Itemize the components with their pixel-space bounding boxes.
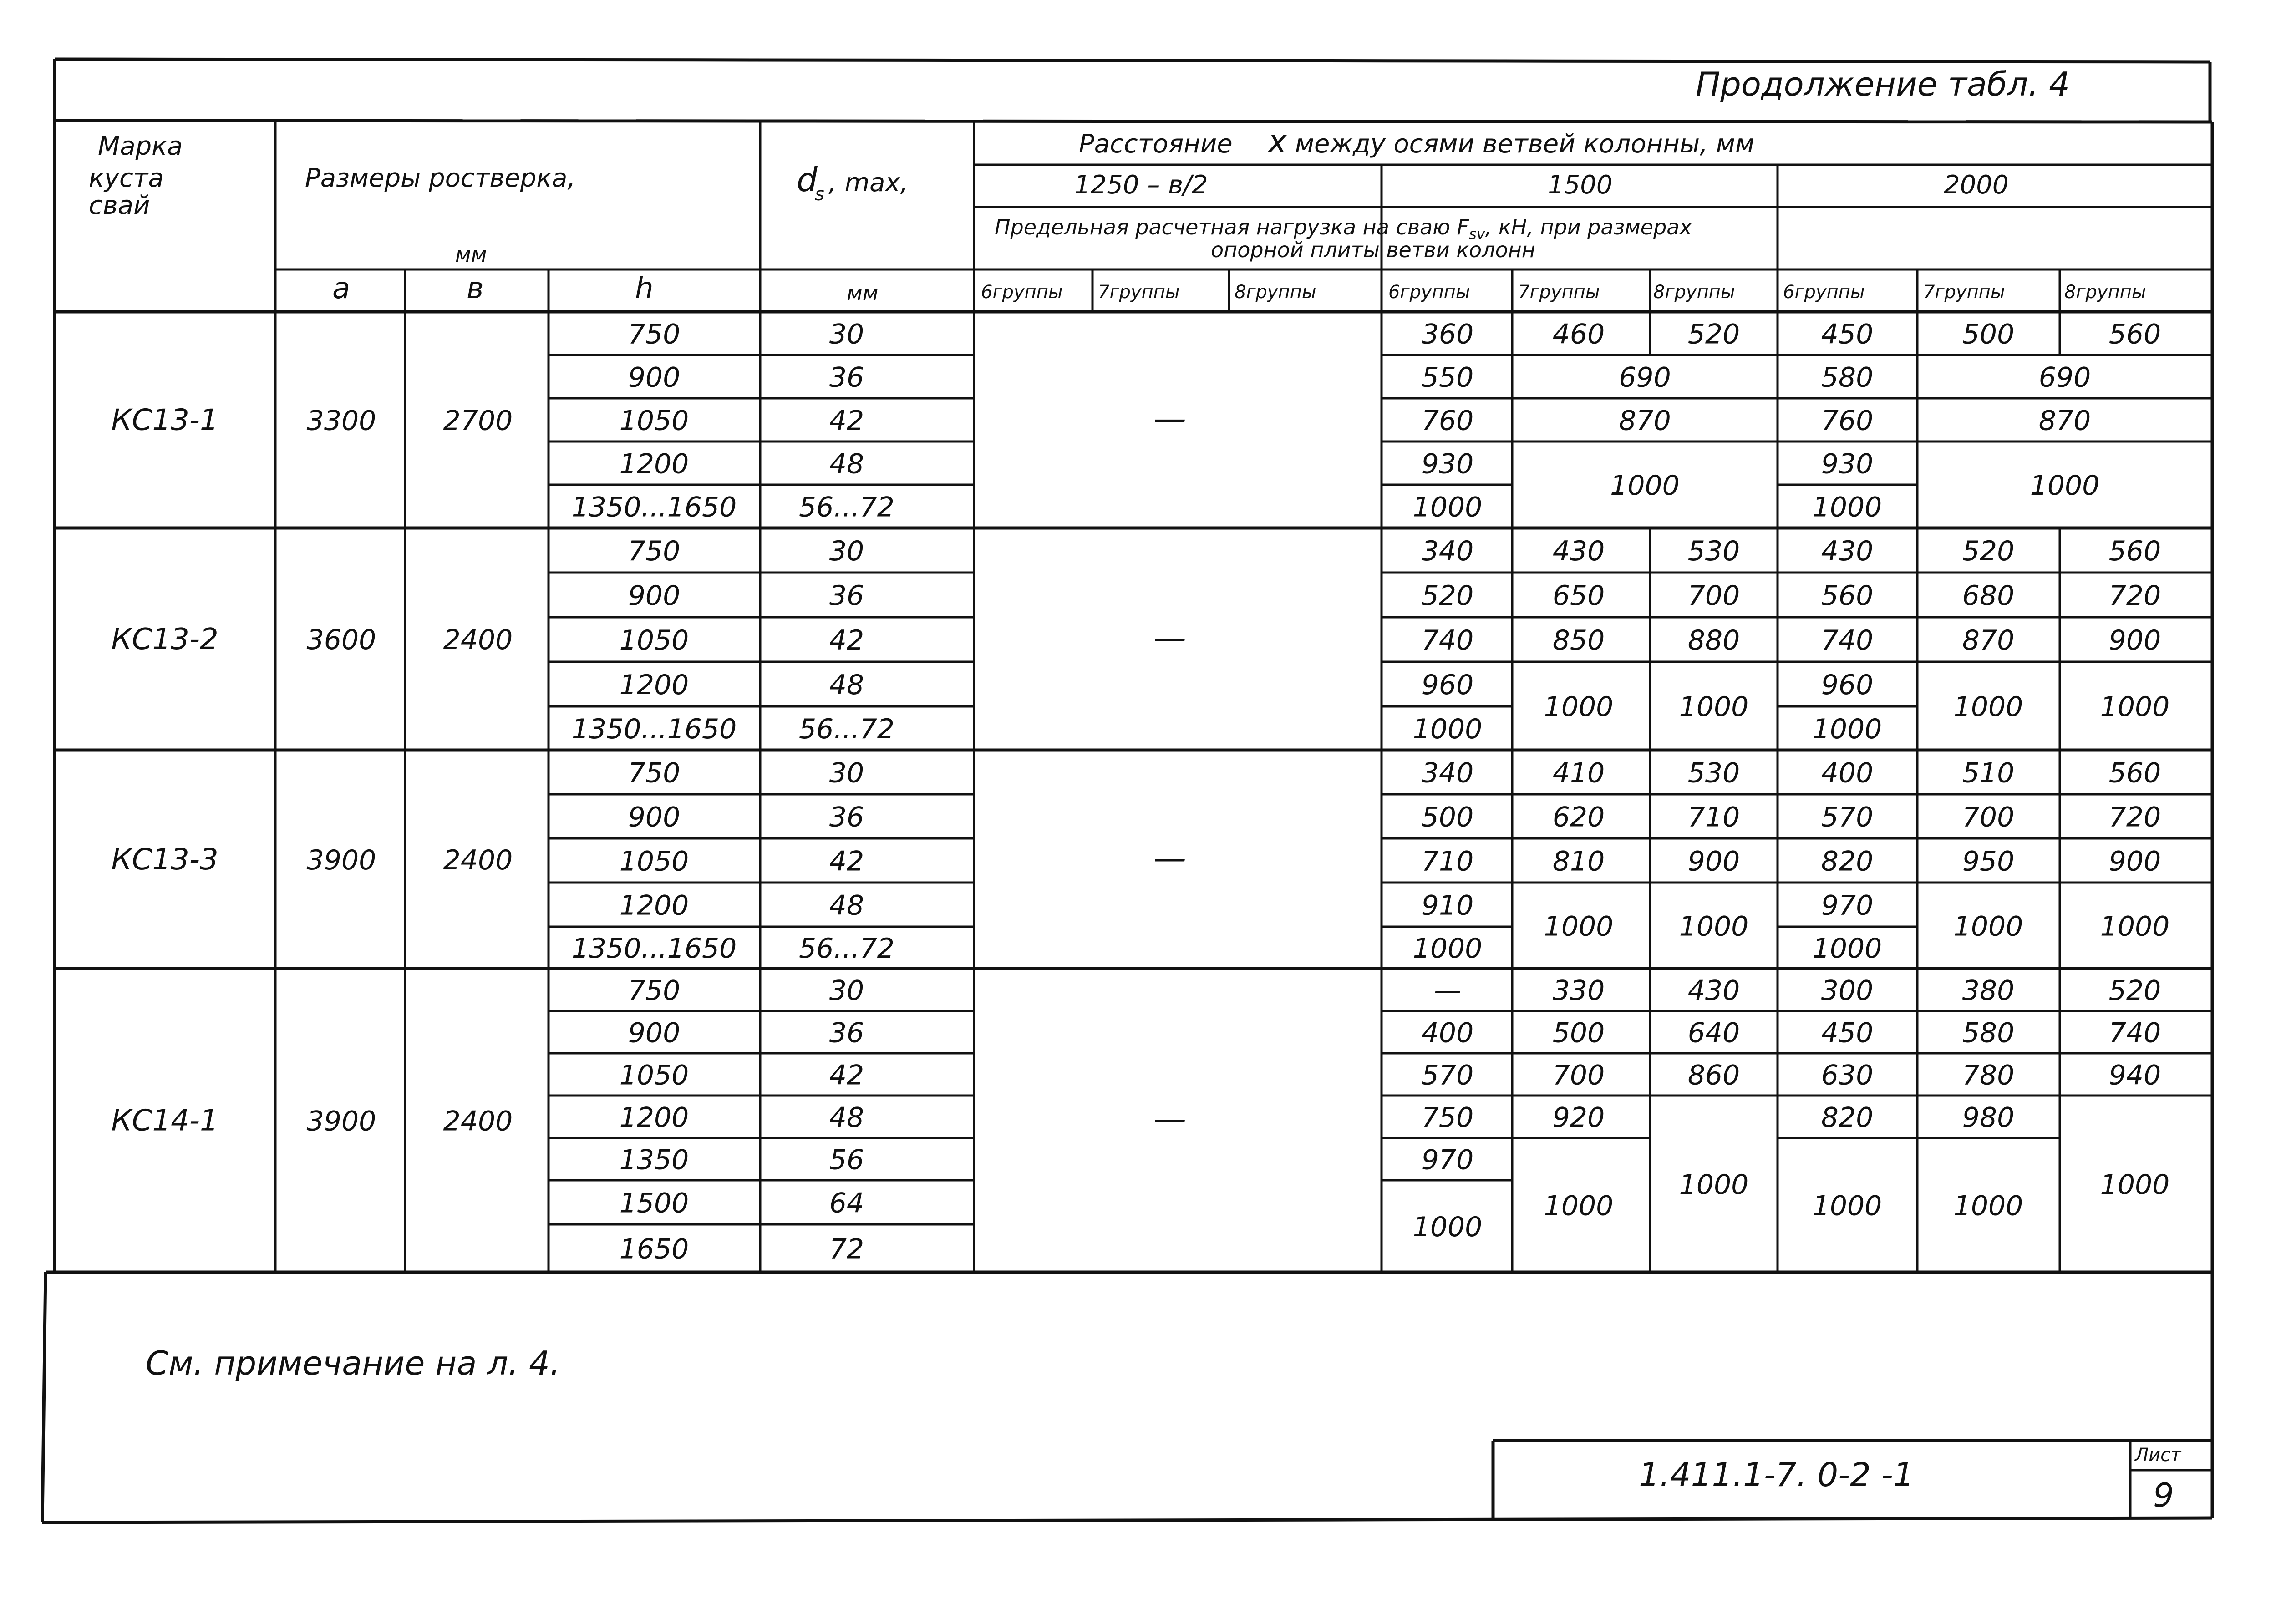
load-6gr: 580 xyxy=(1821,361,1874,394)
load-8gr: 640 xyxy=(1687,1017,1740,1049)
load-6gr: 500 xyxy=(1421,801,1474,833)
load-6gr: 570 xyxy=(1821,801,1874,833)
header-ds-symbol: d xyxy=(797,161,818,199)
load-8gr: 940 xyxy=(2108,1059,2161,1091)
load-8gr: 700 xyxy=(1687,580,1740,612)
load-6gr: 1000 xyxy=(1812,1190,1882,1222)
document-code: 1.411.1-7. 0-2 -1 xyxy=(1639,1456,1914,1494)
load-6gr: 400 xyxy=(1821,757,1874,789)
header-load-line1: Предельная расчетная нагрузка на сваю $F_{sv}$, кН, при размерах xyxy=(995,215,1692,243)
header-group6-c: 6группы xyxy=(1783,282,1865,303)
load-7gr: 510 xyxy=(1962,757,2015,789)
pile-ds: 36 xyxy=(829,580,864,612)
pile-ds: 48 xyxy=(829,448,864,480)
dim-a: 3300 xyxy=(306,405,376,437)
height-h: 1200 xyxy=(619,1101,689,1134)
height-h: 1650 xyxy=(619,1233,689,1265)
load-7gr: 410 xyxy=(1552,757,1605,789)
header-load-line2: опорной плиты ветви колонн xyxy=(1211,238,1535,262)
header-group8-c: 8группы xyxy=(2064,282,2146,303)
height-h: 1350...1650 xyxy=(571,713,737,745)
kit-mark: КС13-3 xyxy=(111,843,218,877)
load-6gr: 970 xyxy=(1821,889,1874,922)
sheet-label: Лист xyxy=(2135,1445,2181,1466)
dim-b: 2400 xyxy=(443,624,513,656)
load-6gr: 340 xyxy=(1421,757,1474,789)
header-dist-2000: 2000 xyxy=(1944,170,2009,200)
load-7-8gr: 1000 xyxy=(2030,470,2100,502)
kit-mark: КС13-2 xyxy=(111,623,218,656)
pile-ds: 56...72 xyxy=(799,713,894,745)
load-6gr: 520 xyxy=(1421,580,1474,612)
load-8gr: 560 xyxy=(2108,318,2161,350)
header-mark-line2: куста xyxy=(89,163,164,193)
load-6gr: 740 xyxy=(1421,624,1474,656)
pile-ds: 56...72 xyxy=(799,491,894,523)
header-dist-1250: 1250 – в/2 xyxy=(1074,170,1208,200)
load-8gr: 900 xyxy=(1687,845,1740,878)
load-6gr: 1000 xyxy=(1412,1211,1483,1243)
load-8gr: 560 xyxy=(2108,535,2161,567)
header-group7-c: 7группы xyxy=(1923,282,2005,303)
header-ds-unit: мм xyxy=(847,281,879,305)
load-7gr: 870 xyxy=(1962,624,2015,656)
load-8gr: 720 xyxy=(2108,801,2161,833)
load-6gr: 400 xyxy=(1421,1017,1474,1049)
pile-ds: 36 xyxy=(829,801,864,833)
load-6gr: 750 xyxy=(1421,1101,1474,1134)
load-7-8gr: 690 xyxy=(1619,361,1671,394)
pile-ds: 48 xyxy=(829,889,864,922)
height-h: 1050 xyxy=(619,1059,689,1091)
load-7-8gr: 870 xyxy=(2038,405,2091,437)
load-8gr: 560 xyxy=(2108,757,2161,789)
height-h: 900 xyxy=(628,361,681,394)
pile-ds: 72 xyxy=(829,1233,864,1265)
pile-ds: 48 xyxy=(829,1101,864,1134)
pile-ds: 42 xyxy=(829,405,864,437)
load-6gr: 570 xyxy=(1421,1059,1474,1091)
load-7gr: 920 xyxy=(1552,1101,1605,1134)
load-7gr: 500 xyxy=(1962,318,2015,350)
pile-ds: 36 xyxy=(829,1017,864,1049)
height-h: 750 xyxy=(628,757,681,789)
dim-b: 2700 xyxy=(443,405,513,437)
load-8gr: 520 xyxy=(2108,974,2161,1007)
load-6gr: 430 xyxy=(1821,535,1874,567)
load-6gr: 1000 xyxy=(1812,491,1882,523)
height-h: 900 xyxy=(628,1017,681,1049)
height-h: 1350 xyxy=(619,1144,689,1176)
load-7gr: 780 xyxy=(1962,1059,2015,1091)
header-group7-b: 7группы xyxy=(1518,282,1600,303)
load-6gr: 1000 xyxy=(1812,713,1882,745)
load-dash: — xyxy=(1153,1100,1186,1138)
load-8gr: 1000 xyxy=(1679,1169,1749,1201)
load-8gr: 520 xyxy=(1687,318,1740,350)
load-6gr: 970 xyxy=(1421,1144,1474,1176)
dim-a: 3900 xyxy=(306,844,376,876)
table-body xyxy=(111,319,2169,1265)
load-8gr: 880 xyxy=(1687,624,1740,656)
load-6gr: 930 xyxy=(1821,448,1874,480)
load-8gr: 1000 xyxy=(2100,910,2170,943)
load-7gr: 330 xyxy=(1552,974,1605,1007)
header-group8-a: 8группы xyxy=(1235,282,1316,303)
height-h: 1200 xyxy=(619,889,689,922)
load-dash: — xyxy=(1153,619,1186,657)
load-8gr: 740 xyxy=(2108,1017,2161,1049)
pile-ds: 42 xyxy=(829,624,864,656)
load-7gr: 810 xyxy=(1552,845,1605,878)
pile-ds: 30 xyxy=(829,974,864,1007)
height-h: 1050 xyxy=(619,405,689,437)
pile-ds: 36 xyxy=(829,361,864,394)
load-6gr: 450 xyxy=(1821,318,1874,350)
load-7-8gr: 1000 xyxy=(1610,470,1680,502)
pile-ds: 64 xyxy=(829,1187,864,1219)
dim-b: 2400 xyxy=(443,1105,513,1137)
pile-ds: 30 xyxy=(829,535,864,567)
load-6gr: 550 xyxy=(1421,361,1474,394)
load-6gr: 300 xyxy=(1821,974,1874,1007)
load-7gr: 850 xyxy=(1552,624,1605,656)
height-h: 1350...1650 xyxy=(571,491,737,523)
note-text: См. примечание на л. 4. xyxy=(146,1344,560,1382)
load-6gr: 1000 xyxy=(1412,713,1483,745)
load-7gr: 980 xyxy=(1962,1101,2015,1134)
load-6gr: 760 xyxy=(1821,405,1874,437)
header-mark-line3: свай xyxy=(89,191,150,220)
load-7gr: 460 xyxy=(1552,318,1605,350)
load-7gr: 1000 xyxy=(1544,691,1614,723)
load-6gr: — xyxy=(1434,974,1461,1007)
header-col-b: в xyxy=(467,272,484,305)
kit-mark: КС14-1 xyxy=(111,1104,218,1138)
height-h: 1050 xyxy=(619,845,689,878)
header-col-h: h xyxy=(635,272,654,305)
load-8gr: 1000 xyxy=(2100,1169,2170,1201)
header-col-a: a xyxy=(332,272,351,305)
pile-ds: 56...72 xyxy=(799,933,894,964)
header-group8-b: 8группы xyxy=(1653,282,1735,303)
header-group6-b: 6группы xyxy=(1388,282,1470,303)
load-6gr: 1000 xyxy=(1412,933,1483,964)
pile-ds: 42 xyxy=(829,845,864,878)
load-6gr: 820 xyxy=(1821,845,1874,878)
load-8gr: 530 xyxy=(1687,757,1740,789)
load-7gr: 1000 xyxy=(1953,1190,2023,1222)
height-h: 900 xyxy=(628,801,681,833)
header-ds-subscript: s xyxy=(815,184,824,205)
load-7gr: 650 xyxy=(1552,580,1605,612)
load-6gr: 740 xyxy=(1821,624,1874,656)
load-6gr: 340 xyxy=(1421,535,1474,567)
load-8gr: 1000 xyxy=(2100,691,2170,723)
load-7-8gr: 690 xyxy=(2038,361,2091,394)
load-8gr: 530 xyxy=(1687,535,1740,567)
height-h: 1200 xyxy=(619,448,689,480)
sheet-number: 9 xyxy=(2153,1476,2174,1514)
load-7gr: 1000 xyxy=(1953,691,2023,723)
header-dist-1500: 1500 xyxy=(1548,170,1613,200)
load-8gr: 710 xyxy=(1687,801,1740,833)
continuation-label: Продолжение табл. 4 xyxy=(1696,65,2070,103)
dim-a: 3600 xyxy=(306,624,376,656)
load-7gr: 950 xyxy=(1962,845,2015,878)
load-6gr: 1000 xyxy=(1812,933,1882,964)
kit-mark: КС13-1 xyxy=(111,403,218,437)
load-7gr: 700 xyxy=(1552,1059,1605,1091)
dim-b: 2400 xyxy=(443,844,513,876)
load-7gr: 680 xyxy=(1962,580,2015,612)
load-8gr: 1000 xyxy=(1679,691,1749,723)
load-6gr: 1000 xyxy=(1412,491,1483,523)
load-8gr: 900 xyxy=(2108,624,2161,656)
load-6gr: 360 xyxy=(1421,318,1474,350)
pile-ds: 30 xyxy=(829,757,864,789)
load-8gr: 1000 xyxy=(1679,910,1749,943)
pile-ds: 48 xyxy=(829,669,864,701)
load-7gr: 500 xyxy=(1552,1017,1605,1049)
load-8gr: 430 xyxy=(1687,974,1740,1007)
load-8gr: 720 xyxy=(2108,580,2161,612)
pile-ds: 30 xyxy=(829,318,864,350)
table-frame xyxy=(42,59,2212,1522)
load-6gr: 930 xyxy=(1421,448,1474,480)
header-group6-a: 6группы xyxy=(981,282,1063,303)
header-dims-unit: мм xyxy=(455,242,487,267)
load-8gr: 900 xyxy=(2108,845,2161,878)
height-h: 750 xyxy=(628,535,681,567)
load-dash: — xyxy=(1153,839,1186,877)
load-7gr: 1000 xyxy=(1544,1190,1614,1222)
height-h: 1050 xyxy=(619,624,689,656)
load-6gr: 910 xyxy=(1421,889,1474,922)
dim-a: 3900 xyxy=(306,1105,376,1137)
load-dash: — xyxy=(1153,399,1186,438)
header-ds-max: , max, xyxy=(828,168,909,198)
height-h: 1200 xyxy=(619,669,689,701)
header-group7-a: 7группы xyxy=(1098,282,1180,303)
load-7gr: 580 xyxy=(1962,1017,2015,1049)
load-6gr: 630 xyxy=(1821,1059,1874,1091)
height-h: 900 xyxy=(628,580,681,612)
load-6gr: 960 xyxy=(1421,669,1474,701)
header-mark-line1: Марка xyxy=(98,132,183,161)
load-6gr: 960 xyxy=(1821,669,1874,701)
pile-ds: 42 xyxy=(829,1059,864,1091)
load-7gr: 1000 xyxy=(1953,910,2023,943)
load-6gr: 560 xyxy=(1821,580,1874,612)
load-6gr: 760 xyxy=(1421,405,1474,437)
load-7gr: 1000 xyxy=(1544,910,1614,943)
height-h: 1500 xyxy=(619,1187,689,1219)
load-6gr: 710 xyxy=(1421,845,1474,878)
height-h: 750 xyxy=(628,974,681,1007)
load-8gr: 860 xyxy=(1687,1059,1740,1091)
pile-ds: 56 xyxy=(829,1144,864,1176)
header-dims-title: Размеры ростверка, xyxy=(305,163,576,193)
load-7-8gr: 870 xyxy=(1619,405,1671,437)
load-6gr: 820 xyxy=(1821,1101,1874,1134)
load-7gr: 620 xyxy=(1552,801,1605,833)
height-h: 750 xyxy=(628,318,681,350)
header-distance: Расстояние х между осями ветвей колонны, мм xyxy=(1079,123,1755,160)
load-6gr: 450 xyxy=(1821,1017,1874,1049)
load-7gr: 380 xyxy=(1962,974,2015,1007)
load-7gr: 520 xyxy=(1962,535,2015,567)
height-h: 1350...1650 xyxy=(571,933,737,964)
load-7gr: 430 xyxy=(1552,535,1605,567)
load-7gr: 700 xyxy=(1962,801,2015,833)
